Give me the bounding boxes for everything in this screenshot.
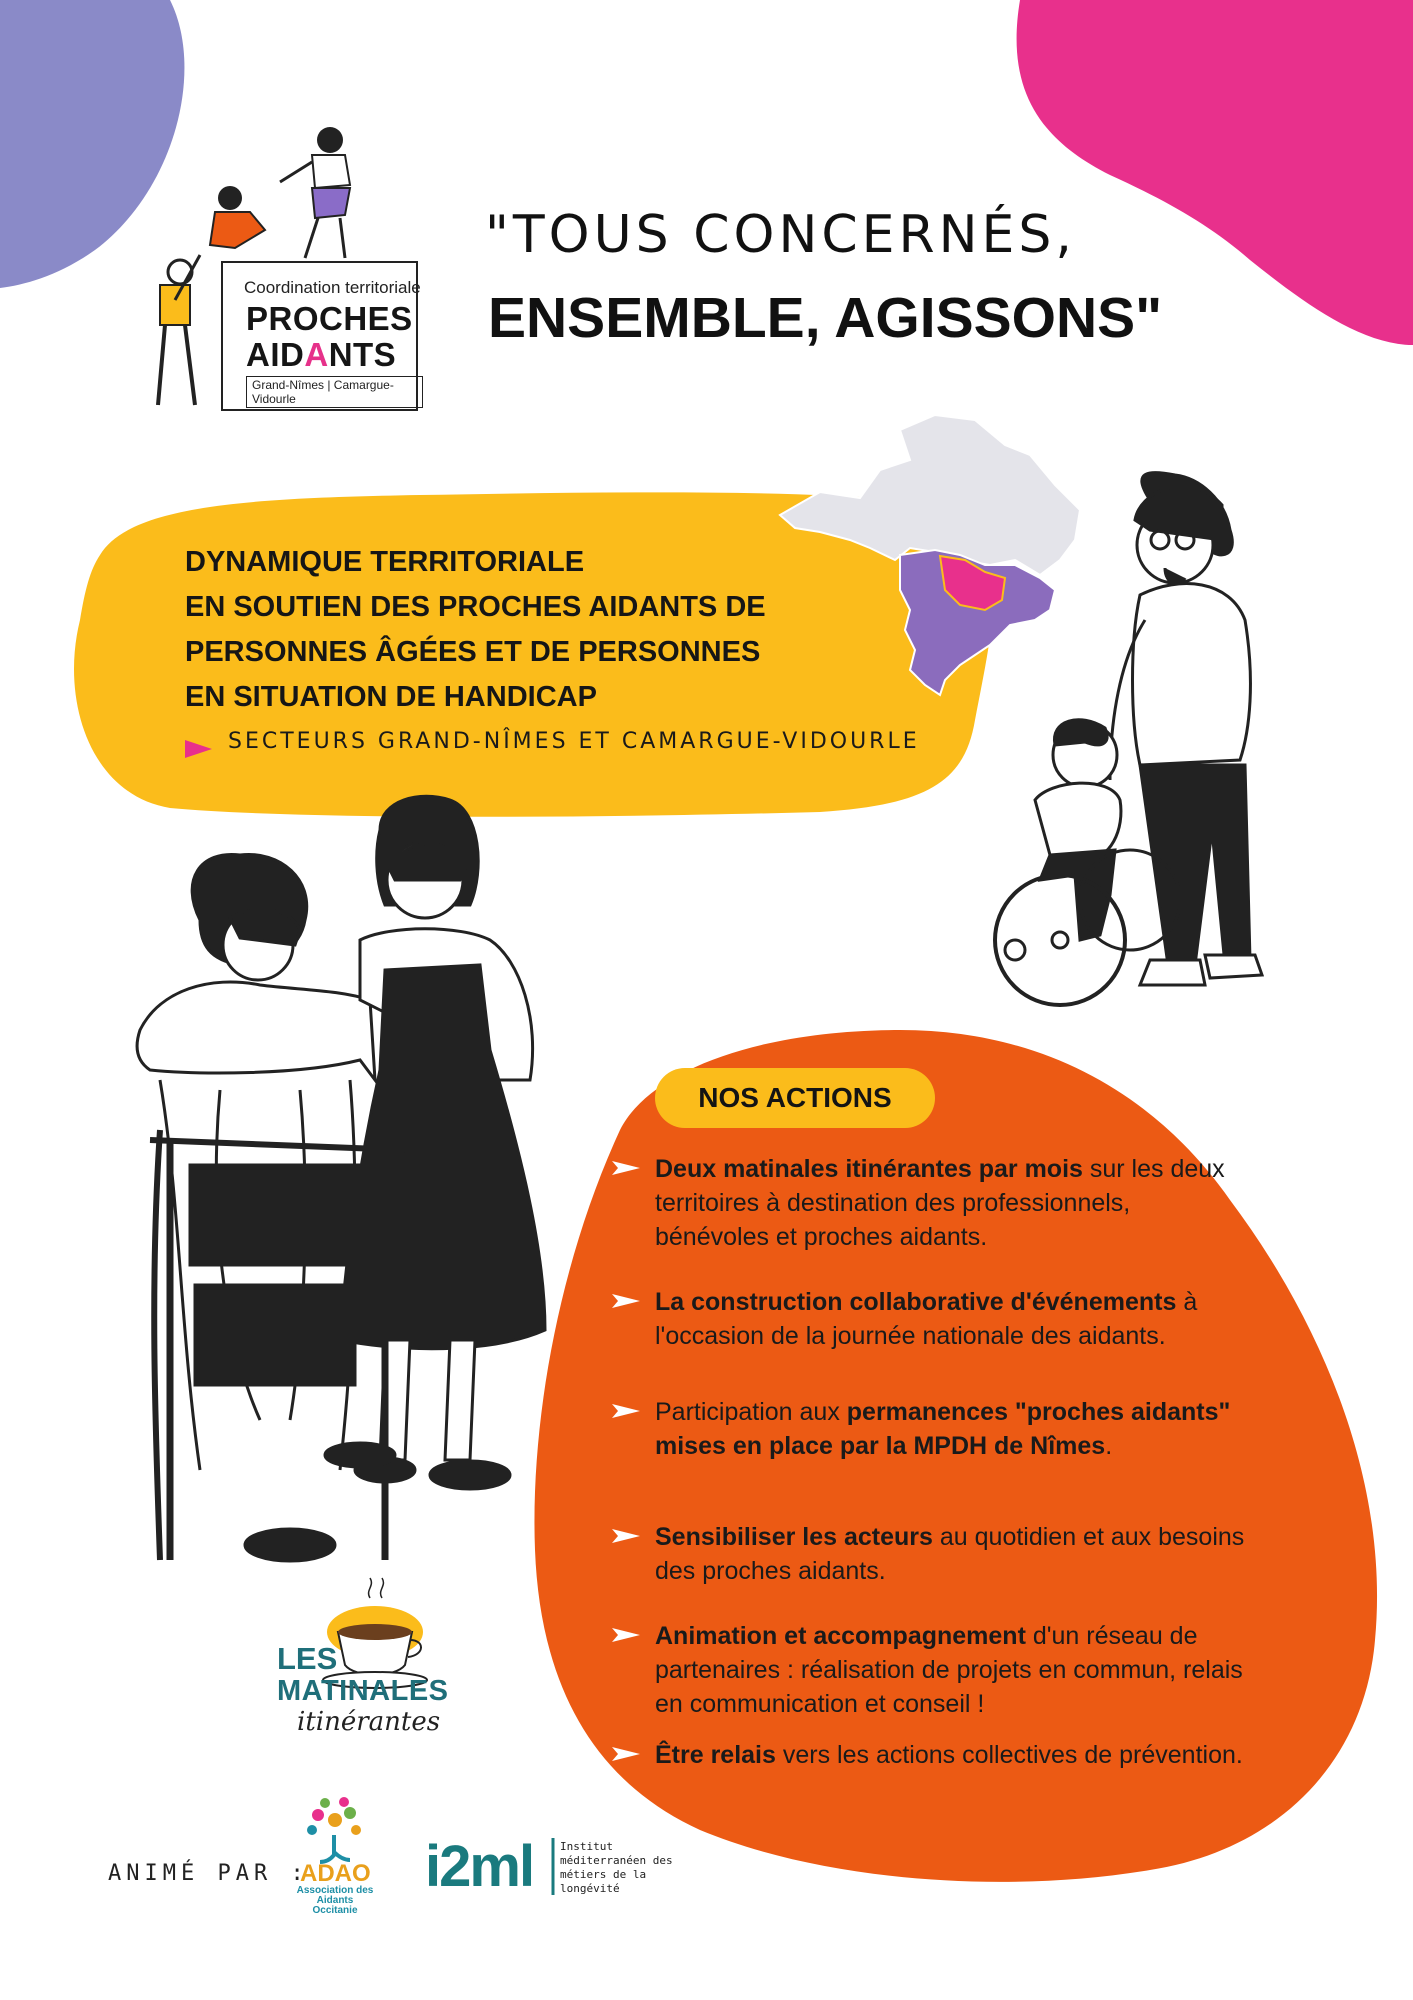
action-plain: vers les actions collectives de prévention. bbox=[775, 1741, 1243, 1769]
action-bold: permanences "proches aidants" mises en place par la MPDH de Nîmes bbox=[655, 1398, 1231, 1460]
matinales-logo bbox=[275, 1585, 485, 1735]
action-bold: Sensibiliser les acteurs bbox=[655, 1523, 933, 1551]
action-text bbox=[655, 1738, 1245, 1772]
action-text bbox=[655, 1520, 1245, 1588]
purple-blob bbox=[0, 0, 184, 288]
action-bold: Être relais bbox=[655, 1741, 776, 1769]
adao-logo bbox=[295, 1800, 375, 1920]
action-pre: Participation aux bbox=[655, 1398, 847, 1426]
action-plain: . bbox=[1105, 1432, 1113, 1460]
action-plain: à l'occasion de la journée nationale des aidants. bbox=[655, 1288, 1198, 1350]
logo-nts: NTS bbox=[328, 336, 397, 373]
action-text bbox=[655, 1152, 1245, 1254]
action-bold: Deux matinales itinérantes par mois bbox=[655, 1155, 1083, 1183]
adao-subtitle: Association des Aidants Occitanie bbox=[296, 1885, 374, 1916]
logo-subtitle: Coordination territoriale bbox=[244, 278, 421, 297]
matinales-main: MATINALES bbox=[277, 1675, 449, 1707]
action-bold: Animation et accompagnement bbox=[655, 1622, 1026, 1650]
matinales-les: LES bbox=[277, 1641, 338, 1676]
logo-accent-a: A bbox=[304, 336, 329, 373]
action-text bbox=[655, 1285, 1245, 1353]
action-text bbox=[655, 1395, 1245, 1463]
action-plain: au quotidien et aux besoins des proches aidants. bbox=[655, 1523, 1245, 1585]
headline-line-1: "TOUS CONCERNÉS, bbox=[485, 205, 1076, 265]
i2ml-description: Institut méditerranéen des métiers de la longévité bbox=[560, 1840, 673, 1895]
arrow-icon bbox=[612, 1745, 642, 1763]
proches-aidants-logo bbox=[218, 258, 423, 408]
dynamique-line: EN SITUATION DE HANDICAP bbox=[185, 681, 597, 713]
arrow-icon bbox=[612, 1292, 642, 1310]
matinales-sub: itinérantes bbox=[297, 1707, 441, 1737]
nos-actions-title: NOS ACTIONS bbox=[655, 1068, 935, 1128]
adao-name: ADAO bbox=[300, 1860, 371, 1887]
logo-tagline: Grand-Nîmes | Camargue-Vidourle bbox=[246, 376, 423, 408]
arrow-icon bbox=[612, 1626, 642, 1644]
sectors-text: SECTEURS GRAND-NÎMES ET CAMARGUE-VIDOURLE bbox=[228, 729, 920, 754]
arrow-icon bbox=[612, 1527, 642, 1545]
logo-line-aidants bbox=[246, 336, 396, 374]
dynamique-line: EN SOUTIEN DES PROCHES AIDANTS DE bbox=[185, 591, 766, 623]
dynamique-line: DYNAMIQUE TERRITORIALE bbox=[185, 546, 585, 578]
logo-aid: AID bbox=[246, 336, 305, 373]
caregiver-elderly-illustration bbox=[137, 796, 545, 1561]
dynamique-heading bbox=[185, 540, 905, 720]
dynamique-line: PERSONNES ÂGÉES ET DE PERSONNES bbox=[185, 636, 761, 668]
headline-line-2: ENSEMBLE, AGISSONS" bbox=[488, 286, 1163, 350]
action-plain: sur les deux territoires à destination des professionnels, bénévoles et proches aidants. bbox=[655, 1155, 1225, 1251]
anime-par-label: ANIMÉ PAR : bbox=[108, 1861, 309, 1886]
logo-line-proches: PROCHES bbox=[246, 300, 413, 337]
i2ml-logo: i2ml bbox=[425, 1834, 534, 1899]
arrow-icon bbox=[612, 1402, 642, 1420]
action-bold: La construction collaborative d'événements bbox=[655, 1288, 1177, 1316]
action-plain: d'un réseau de partenaires : réalisation de projets en commun, relais en communication et conseil ! bbox=[655, 1622, 1243, 1718]
arrow-icon bbox=[612, 1159, 642, 1177]
action-text bbox=[655, 1619, 1245, 1721]
